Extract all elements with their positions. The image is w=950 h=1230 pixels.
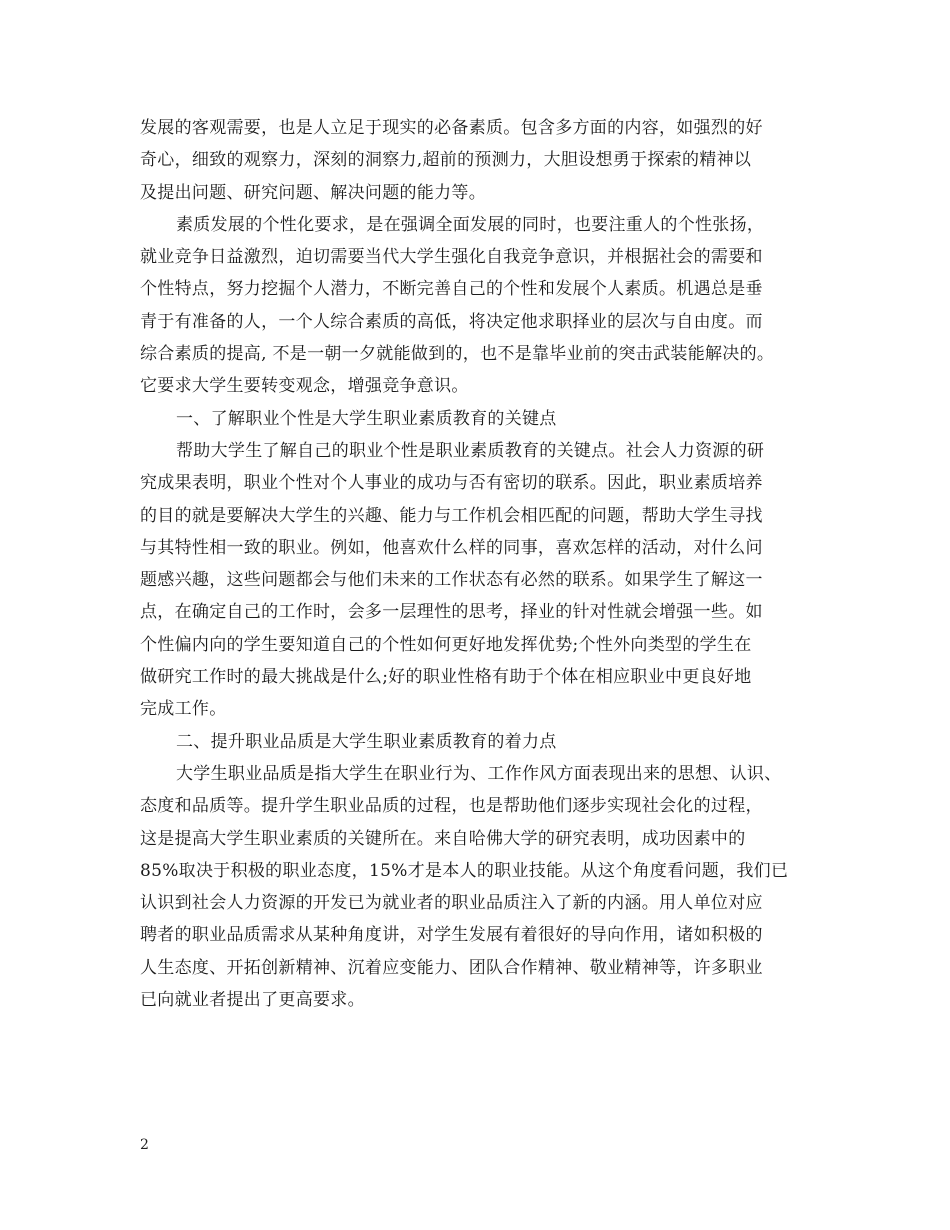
text-line: 与其特性相一致的职业。例如，他喜欢什么样的同事，喜欢怎样的活动，对什么问 [140,537,763,558]
text-line: 人生态度、开拓创新精神、沉着应变能力、团队合作精神、敬业精神等，许多职业 [140,957,763,978]
text-line: 这是提高大学生职业素质的关键所在。来自哈佛大学的研究表明，成功因素中的 [140,828,746,849]
text-line: 的目的就是要解决大学生的兴趣、能力与工作机会相匹配的问题，帮助大学生寻找 [140,505,763,526]
text-line: 大学生职业品质是指大学生在职业行为、工作作风方面表现出来的思想、认识、 [176,763,782,784]
text-line: 素质发展的个性化要求，是在强调全面发展的同时，也要注重人的个性张扬， [176,214,765,235]
text-line: 完成工作。 [140,699,227,720]
text-line: 它要求大学生要转变观念，增强竞争意识。 [140,376,469,397]
text-line: 一、了解职业个性是大学生职业素质教育的关键点 [176,408,557,429]
text-line: 题感兴趣，这些问题都会与他们未来的工作状态有必然的联系。如果学生了解这一 [140,570,763,591]
text-line: 个性特点，努力挖掘个人潜力，不断完善自己的个性和发展个人素质。机遇总是垂 [140,279,763,300]
text-line: 究成果表明，职业个性对个人事业的成功与否有密切的联系。因此，职业素质培养 [140,473,763,494]
text-line: 青于有准备的人，一个人综合素质的高低，将决定他求职择业的层次与自由度。而 [140,311,763,332]
text-line: 个性偏内向的学生要知道自己的个性如何更好地发挥优势;个性外向类型的学生在 [140,634,752,655]
text-line: 已向就业者提出了更高要求。 [140,990,365,1011]
text-line: 态度和品质等。提升学生职业品质的过程，也是帮助他们逐步实现社会化的过程， [140,796,763,817]
text-line: 就业竞争日益激烈，迫切需要当代大学生强化自我竞争意识，并根据社会的需要和 [140,247,763,268]
text-line: 认识到社会人力资源的开发已为就业者的职业品质注入了新的内涵。用人单位对应 [140,893,763,914]
text-line: 奇心，细致的观察力，深刻的洞察力,超前的预测力，大胆设想勇于探索的精神以 [140,150,752,171]
text-line: 点，在确定自己的工作时，会多一层理性的思考，择业的针对性就会增强一些。如 [140,602,763,623]
text-line: 聘者的职业品质需求从某种角度讲，对学生发展有着很好的导向作用，诸如积极的 [140,925,763,946]
text-line: 综合素质的提高, 不是一朝一夕就能做到的，也不是靠毕业前的突击武装能解决的。 [140,344,775,365]
text-line: 帮助大学生了解自己的职业个性是职业素质教育的关键点。社会人力资源的研 [176,440,765,461]
text-line: 发展的客观需要，也是人立足于现实的必备素质。包含多方面的内容，如强烈的好 [140,118,763,138]
page-number: 2 [140,1137,149,1153]
text-line: 及提出问题、研究问题、解决问题的能力等。 [140,182,486,203]
text-line: 做研究工作时的最大挑战是什么;好的职业性格有助于个体在相应职业中更良好地 [140,667,752,688]
text-line: 二、提升职业品质是大学生职业素质教育的着力点 [176,731,557,752]
text-line: 85%取决于积极的职业态度，15%才是本人的职业技能。从这个角度看问题，我们已 [140,860,789,881]
body-text [140,112,830,1016]
